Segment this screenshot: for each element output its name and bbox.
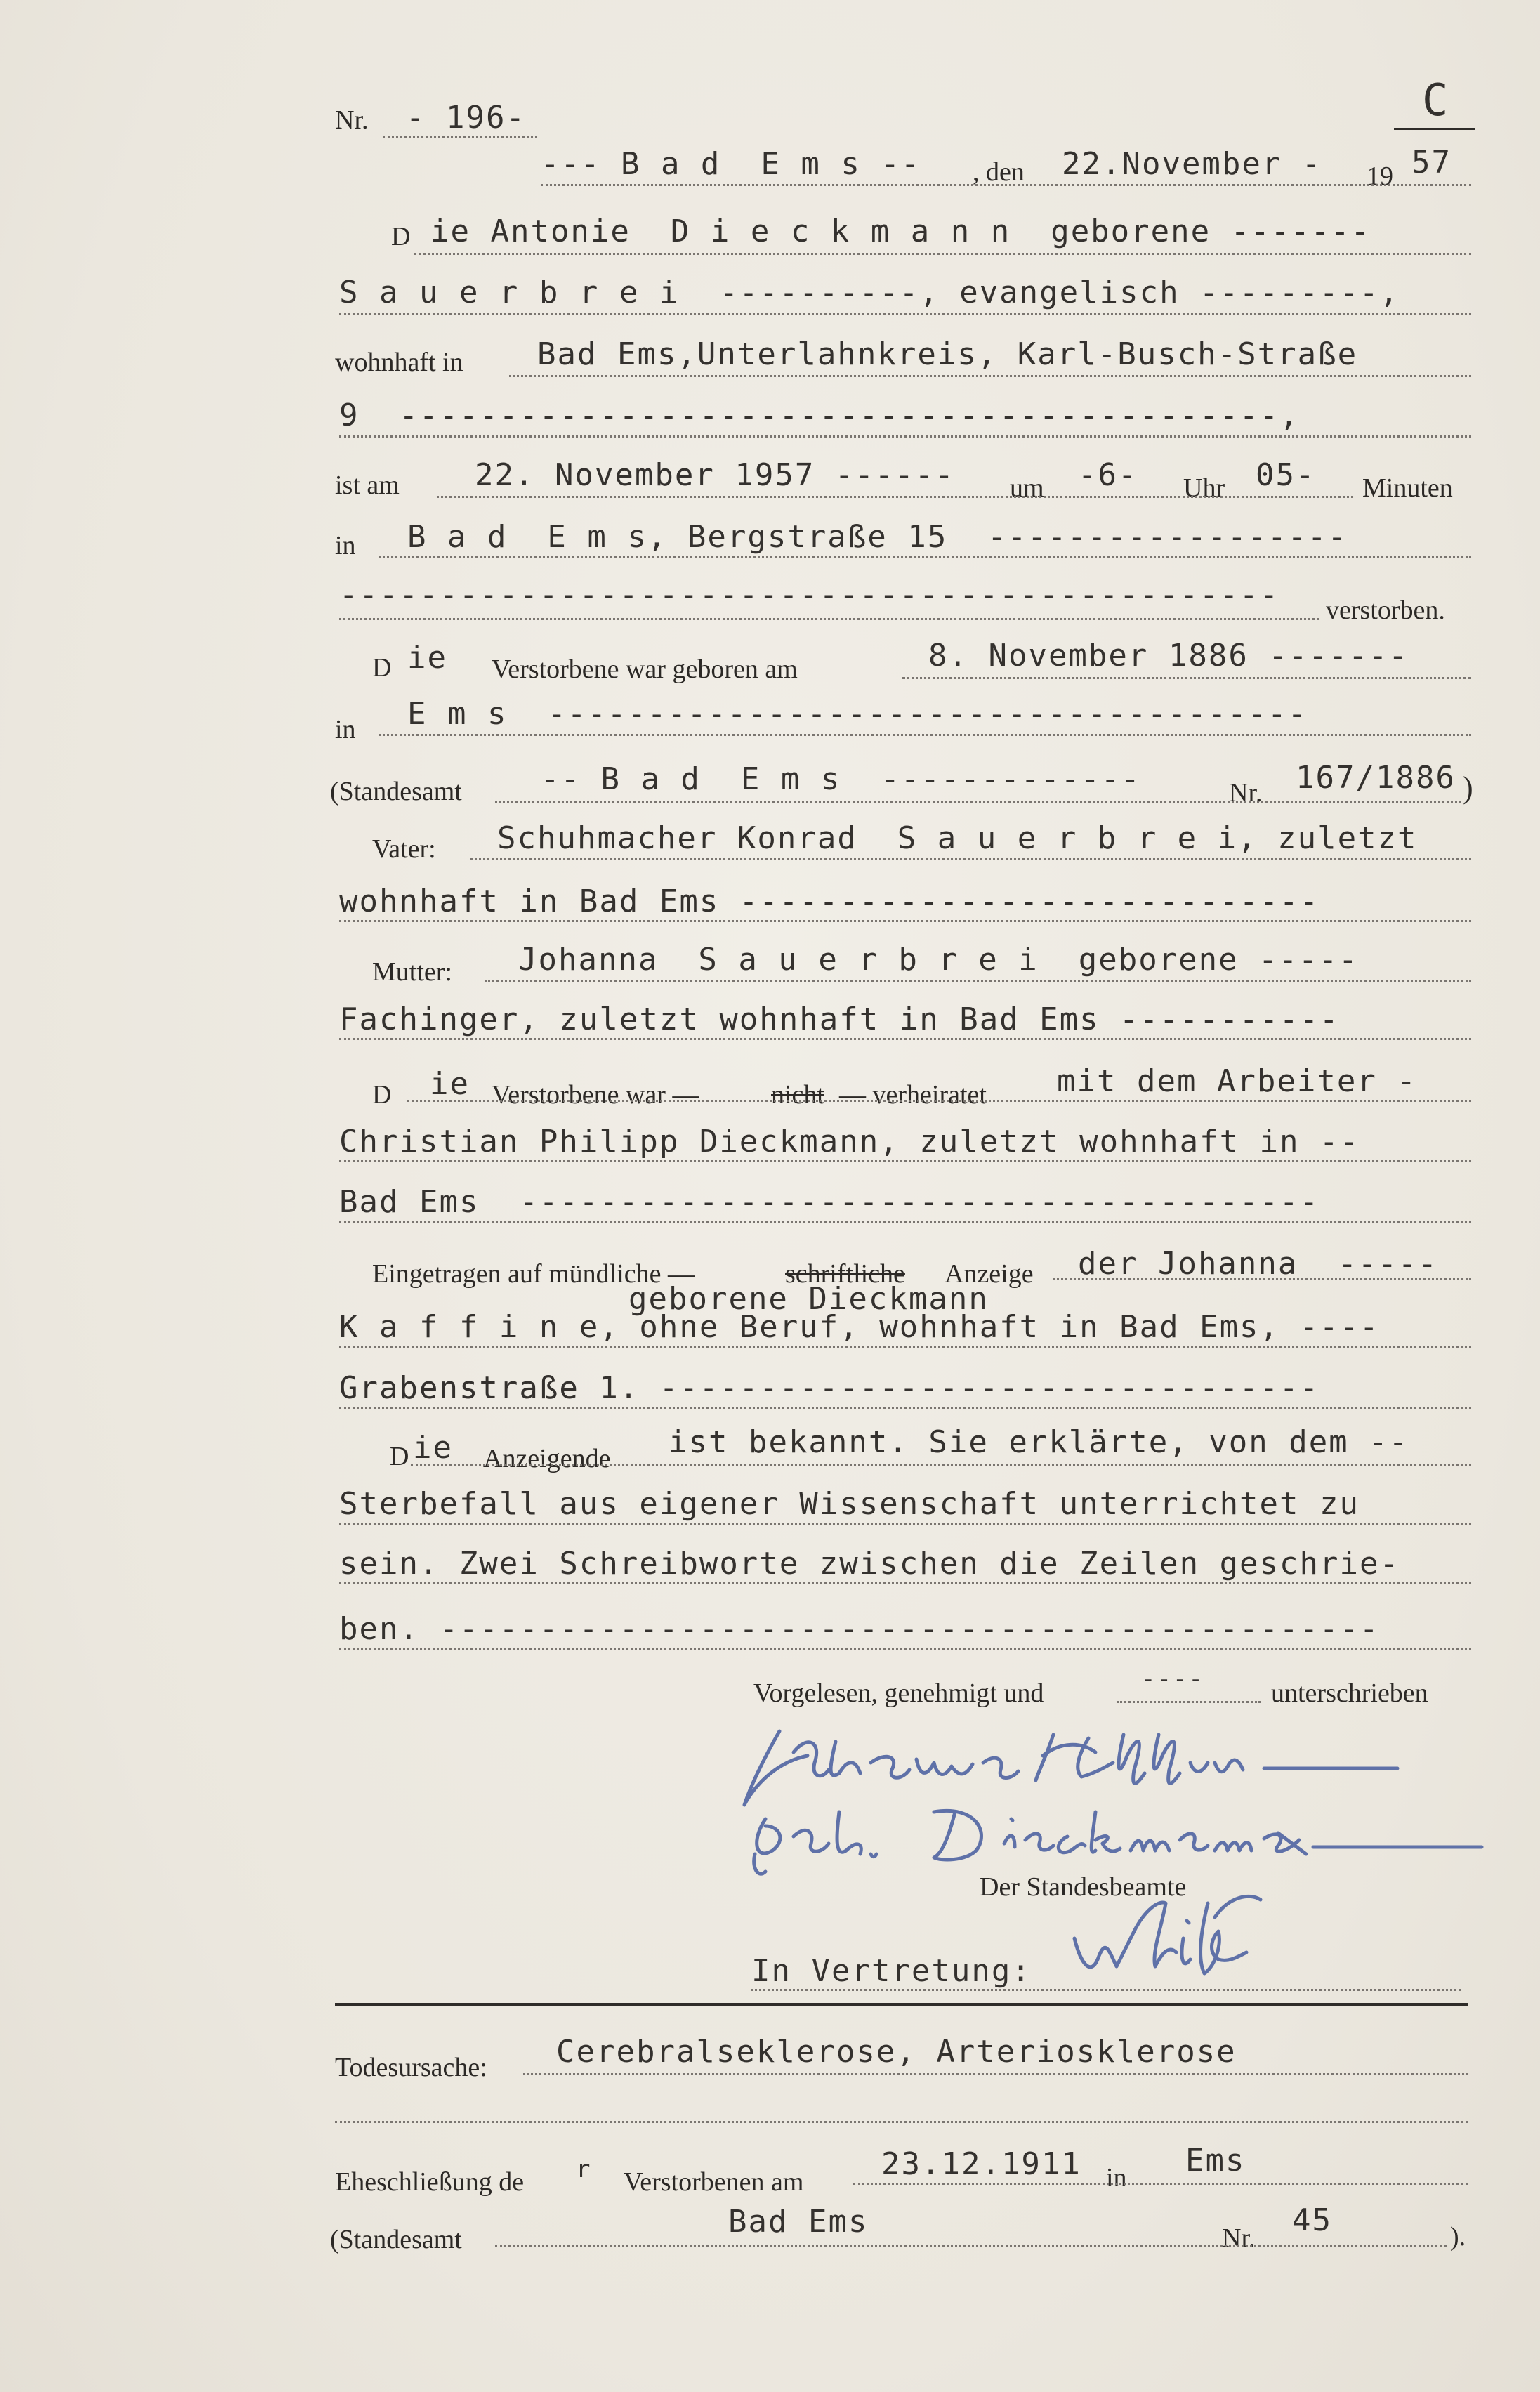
registration-label-b: Anzeige xyxy=(945,1259,1034,1289)
year-suffix: 57 xyxy=(1411,145,1452,180)
informant-d-prefix: D xyxy=(390,1442,409,1471)
mother-label: Mutter: xyxy=(372,957,452,987)
address-line-1: Bad Ems,Unterlahnkreis, Karl-Busch-Straße xyxy=(537,336,1358,372)
mother-line-1-dots xyxy=(485,980,1471,982)
death-minutes: 05- xyxy=(1256,457,1316,493)
father-line-1-dots xyxy=(470,858,1471,860)
marital-line-1: mit dem Arbeiter - xyxy=(1057,1063,1417,1099)
registration-label-struck: schriftliche xyxy=(785,1259,905,1289)
person-line-1: ie Antonie D i e c k m a n n geborene ------- xyxy=(430,213,1371,249)
marriage-standesamt-label: (Standesamt xyxy=(330,2225,462,2254)
record-number: - 196- xyxy=(406,100,526,136)
year-prefix: 19 xyxy=(1367,162,1393,191)
marital-label-struck: nicht xyxy=(771,1080,824,1110)
person-line-1-dots xyxy=(414,253,1471,255)
deputy-dots xyxy=(751,1989,1461,1991)
marital-line-2-dots xyxy=(339,1160,1471,1162)
birth-d-suffix: ie xyxy=(407,640,447,676)
death-place-dots xyxy=(379,556,1471,558)
death-hour: -6- xyxy=(1078,457,1138,493)
informant-line-3: sein. Zwei Schreibworte zwischen die Zeilen geschrie- xyxy=(339,1546,1400,1582)
informant-signature-icon xyxy=(723,1714,1489,1882)
registration-line-2-dots xyxy=(339,1346,1471,1348)
birth-standesamt-value: -- B a d E m s ------------- xyxy=(541,761,1141,797)
approved-blank: ---- xyxy=(1141,1665,1204,1693)
address-line-2: 9 --------------------------------------------, xyxy=(339,397,1300,433)
marriage-sup: r xyxy=(576,2155,592,2183)
marriage-dots xyxy=(853,2183,1468,2185)
marriage-nr-value: 45 xyxy=(1292,2202,1332,2238)
registration-line-2: K a f f i n e, ohne Beruf, wohnhaft in Bad Ems, ---- xyxy=(339,1309,1380,1345)
birth-date-dots xyxy=(902,677,1471,679)
den-label: , den xyxy=(973,157,1025,187)
father-line-2-dots xyxy=(339,920,1471,922)
place-dotted-line xyxy=(541,184,1471,186)
informant-line-2-dots xyxy=(339,1523,1471,1525)
corner-letter: C xyxy=(1422,74,1450,126)
marital-d-suffix: ie xyxy=(430,1066,470,1102)
person-d-prefix: D xyxy=(391,222,411,251)
father-line-1: Schuhmacher Konrad S a u e r b r e i, zuletzt xyxy=(497,820,1418,856)
address-line-1-dots xyxy=(509,375,1471,377)
uhr-label: Uhr xyxy=(1183,473,1225,503)
death-place: B a d E m s, Bergstraße 15 ------------------ xyxy=(407,519,1348,555)
marital-d-prefix: D xyxy=(372,1080,392,1110)
place-field: --- B a d E m s -- xyxy=(541,146,921,182)
registration-line-1: der Johanna ----- xyxy=(1078,1246,1438,1282)
birth-in-label: in xyxy=(335,715,356,744)
cause-dots xyxy=(523,2073,1468,2075)
informant-line-1: ist bekannt. Sie erklärte, von dem -- xyxy=(669,1424,1409,1460)
informant-d-suffix: ie xyxy=(413,1430,453,1466)
marital-label-b: — verheiratet xyxy=(839,1080,987,1110)
approved-dots xyxy=(1117,1701,1261,1703)
marriage-label-a: Eheschließung de xyxy=(335,2167,525,2197)
verstorben-label: verstorben. xyxy=(1326,596,1445,625)
signed-label: unterschrieben xyxy=(1271,1678,1428,1708)
cause-value: Cerebralseklerose, Arteriosklerose xyxy=(556,2034,1237,2070)
death-date: 22. November 1957 ------ xyxy=(475,457,955,493)
registration-line-3: Grabenstraße 1. --------------------------------- xyxy=(339,1370,1320,1406)
death-place-cont: ----------------------------------------------- xyxy=(339,577,1280,612)
nr-label: Nr. xyxy=(335,105,369,135)
birth-place-dots xyxy=(379,734,1471,736)
mother-line-2-dots xyxy=(339,1038,1471,1040)
marriage-standesamt-dots xyxy=(495,2245,1447,2247)
death-in-label: in xyxy=(335,531,356,560)
informant-line-3-dots xyxy=(339,1582,1471,1584)
death-date-dots xyxy=(437,496,1353,498)
nr-dotted-line xyxy=(383,136,537,138)
registration-label-a: Eingetragen auf mündliche — xyxy=(372,1259,695,1289)
registration-line-1-dots xyxy=(1053,1278,1471,1280)
official-signature-icon xyxy=(1067,1889,1292,1995)
date-field: 22.November - xyxy=(1062,146,1322,182)
marital-line-3-dots xyxy=(339,1221,1471,1223)
informant-label: Anzeigende xyxy=(483,1444,611,1473)
birth-nr-label: Nr. xyxy=(1229,778,1263,808)
marital-line-3: Bad Ems ---------------------------------------- xyxy=(339,1184,1320,1220)
marriage-place: Ems xyxy=(1185,2143,1246,2179)
corner-underline xyxy=(1394,128,1475,130)
marital-line-2: Christian Philipp Dieckmann, zuletzt wohnhaft in -- xyxy=(339,1124,1360,1159)
death-place-cont-dots xyxy=(339,618,1319,620)
cause-extra-dots xyxy=(335,2121,1468,2123)
person-line-2: S a u e r b r e i ----------, evangelisch ---------, xyxy=(339,275,1400,310)
birth-close-paren: ) xyxy=(1463,770,1473,805)
birth-nr-value: 167/1886 xyxy=(1296,760,1456,796)
cause-label: Todesursache: xyxy=(335,2053,487,2082)
birth-date: 8. November 1886 ------- xyxy=(928,638,1409,673)
minuten-label: Minuten xyxy=(1362,473,1453,503)
registration-line-3-dots xyxy=(339,1407,1471,1409)
birth-standesamt-label: (Standesamt xyxy=(330,777,462,806)
informant-line-2: Sterbefall aus eigener Wissenschaft unterrichtet zu xyxy=(339,1486,1360,1522)
marriage-close: ). xyxy=(1450,2222,1466,2252)
address-line-2-dots xyxy=(339,435,1471,438)
marriage-nr-label: Nr. xyxy=(1222,2223,1256,2253)
informant-line-4: ben. ----------------------------------------------- xyxy=(339,1611,1380,1647)
birth-standesamt-dots xyxy=(495,801,1461,803)
ist-am-label: ist am xyxy=(335,471,400,500)
person-line-2-dots xyxy=(339,313,1471,315)
father-line-2: wohnhaft in Bad Ems ----------------------------- xyxy=(339,883,1320,919)
um-label: um xyxy=(1010,473,1044,503)
marital-line-1-dots xyxy=(407,1100,1471,1102)
birth-label: Verstorbene war geboren am xyxy=(492,655,798,684)
approved-label: Vorgelesen, genehmigt und xyxy=(753,1678,1044,1708)
marriage-date: 23.12.1911 xyxy=(881,2146,1081,2182)
marriage-label-b: Verstorbenen am xyxy=(624,2167,804,2197)
official-label: Der Standesbeamte xyxy=(980,1872,1187,1902)
deputy-label: In Vertretung: xyxy=(751,1953,1032,1989)
marriage-in-label: in xyxy=(1106,2163,1127,2193)
wohnhaft-label: wohnhaft in xyxy=(335,348,463,377)
marriage-standesamt-value: Bad Ems xyxy=(728,2204,869,2240)
registration-insert: geborene Dieckmann xyxy=(628,1281,989,1317)
informant-line-1-dots xyxy=(411,1464,1471,1466)
informant-line-4-dots xyxy=(339,1648,1471,1650)
mother-line-1: Johanna S a u e r b r e i geborene ----- xyxy=(518,942,1359,978)
birth-d-prefix: D xyxy=(372,653,392,683)
birth-place: E m s -------------------------------------- xyxy=(407,696,1308,732)
mother-line-2: Fachinger, zuletzt wohnhaft in Bad Ems ----------- xyxy=(339,1001,1340,1037)
footer-divider xyxy=(335,2003,1468,2006)
marital-label-a: Verstorbene war — xyxy=(492,1080,699,1110)
father-label: Vater: xyxy=(372,834,436,864)
